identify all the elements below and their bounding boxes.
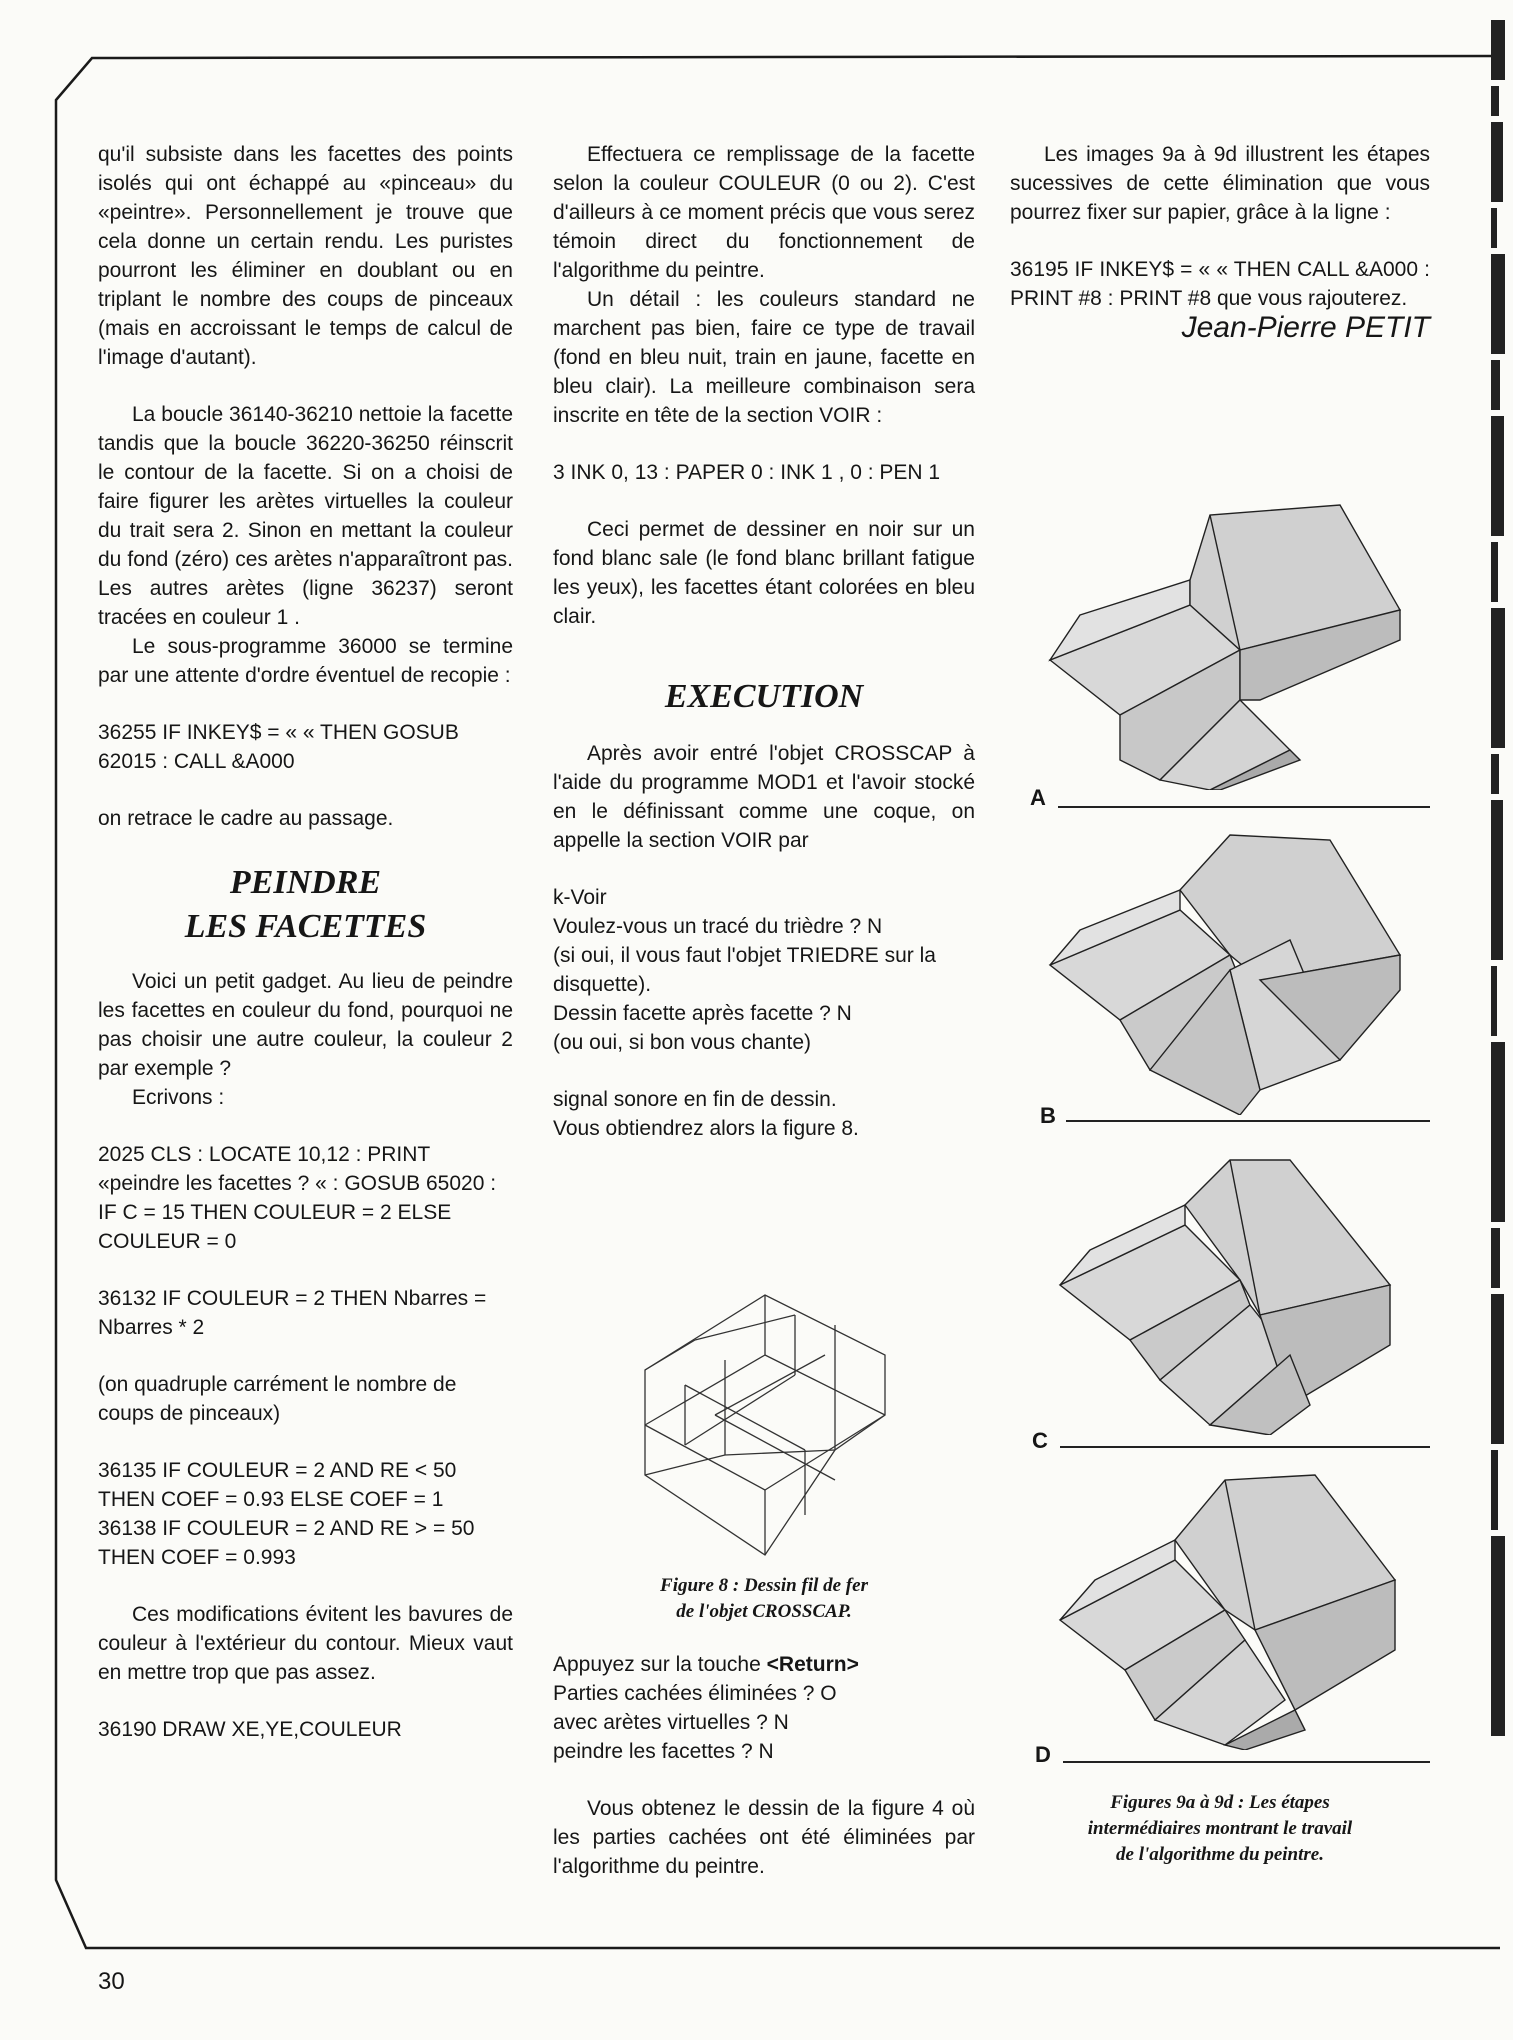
figure-label-d: D	[1035, 1742, 1051, 1767]
scan-edge-strip	[1491, 0, 1513, 2040]
figure-9a	[1040, 500, 1420, 790]
page-number: 30	[98, 1968, 125, 1995]
column-2-lower	[553, 1650, 975, 1881]
code-line: 3 INK 0, 13 : PAPER 0 : INK 1 , 0 : PEN 1	[553, 461, 941, 484]
figure-9d	[1055, 1470, 1435, 1750]
figure-9-caption: Figures 9a à 9d : Les étapes intermédiaires montrant le travail de l'algorithme du peintre.	[1087, 1792, 1353, 1865]
figure-label-a: A	[1030, 785, 1046, 810]
section-heading-execution: EXECUTION	[664, 678, 864, 715]
paragraph: Après avoir entré l'objet CROSSCAP à l'aide du programme MOD1 et l'avoir stocké en le définissant comme une coque, on appelle la section VOIR par	[553, 742, 975, 852]
column-3	[1010, 140, 1430, 342]
dialog-line: Vous obtiendrez alors la figure 8.	[553, 1117, 859, 1140]
paragraph: Ecrivons :	[132, 1086, 225, 1109]
figure-9b	[1040, 830, 1420, 1115]
paragraph: La boucle 36140-36210 nettoie la facette tandis que la boucle 36220-36250 réinscrit le contour de la facette. Si on a choisi de faire figurer les arètes virtuelles la couleur du trait sera 2. Sinon en mettant la couleur du fond (zéro) ces arètes n'apparaîtront pas. Les autres arètes (ligne 36237) seront tracées en couleur 1 .	[98, 403, 513, 629]
column-1	[98, 140, 513, 1744]
dialog-line: Appuyez sur la touche <Return>	[553, 1653, 859, 1676]
label-underline	[1058, 806, 1430, 808]
dialog-line: (ou oui, si bon vous chante)	[553, 1031, 811, 1054]
code-line: 2025 CLS : LOCATE 10,12 : PRINT «peindre les facettes ? « : GOSUB 65020 : IF C = 15 THEN COULEUR = 2 ELSE COULEUR = 0	[98, 1143, 497, 1253]
code-line: 36138 IF COULEUR = 2 AND RE > = 50 THEN COEF = 0.993	[98, 1517, 475, 1569]
dialog-line: signal sonore en fin de dessin.	[553, 1088, 837, 1111]
paragraph: qu'il subsiste dans les facettes des points isolés qui ont échappé au «pinceau» du «peintre». Personnellement je trouve que cela donne un certain rendu. Les puristes pourront les éliminer en doublant ou en triplant le nombre des coups de pinceaux (mais en accroissant le temps de calcul de l'image d'autant).	[98, 143, 513, 369]
column-2	[553, 140, 975, 1143]
code-line: 36135 IF COULEUR = 2 AND RE < 50 THEN COEF = 0.93 ELSE COEF = 1	[98, 1459, 457, 1511]
label-underline	[1066, 1120, 1430, 1122]
paragraph: Ces modifications évitent les bavures de couleur à l'extérieur du contour. Mieux vaut en mettre trop que pas assez.	[98, 1603, 513, 1684]
paragraph: Ceci permet de dessiner en noir sur un fond blanc sale (le fond blanc brillant fatigue les yeux), les facettes étant colorées en bleu clair.	[553, 518, 975, 628]
dialog-line: Dessin facette après facette ? N	[553, 1002, 852, 1025]
label-underline	[1060, 1446, 1430, 1448]
figure-label-c: C	[1032, 1428, 1048, 1453]
figure-9c	[1050, 1155, 1430, 1435]
label-underline	[1063, 1761, 1430, 1763]
code-line: 36132 IF COULEUR = 2 THEN Nbarres = Nbarres * 2	[98, 1287, 487, 1339]
dialog-line: (si oui, il vous faut l'objet TRIEDRE sur la disquette).	[553, 944, 936, 996]
dialog-line: Parties cachées éliminées ? O	[553, 1682, 837, 1705]
paragraph: Un détail : les couleurs standard ne marchent pas bien, faire ce type de travail (fond en bleu nuit, train en jaune, facette en bleu clair). La meilleure combinaison sera inscrite en tête de la section VOIR :	[553, 288, 975, 427]
code-line: 36190 DRAW XE,YE,COULEUR	[98, 1718, 402, 1741]
paragraph: (on quadruple carrément le nombre de coups de pinceaux)	[98, 1373, 457, 1425]
code-line: 36255 IF INKEY$ = « « THEN GOSUB 62015 : CALL &A000	[98, 721, 459, 773]
author-name: Jean-Pierre PETIT	[1181, 311, 1430, 344]
dialog-line: k-Voir	[553, 886, 607, 909]
paragraph: Vous obtenez le dessin de la figure 4 où les parties cachées ont été éliminées par l'algorithme du peintre.	[553, 1797, 975, 1878]
section-heading-peindre: PEINDRE LES FACETTES	[184, 864, 427, 945]
code-line: 36195 IF INKEY$ = « « THEN CALL &A000 : PRINT #8 : PRINT #8 que vous rajouterez.	[1010, 258, 1430, 310]
dialog-line: avec arètes virtuelles ? N	[553, 1711, 789, 1734]
paragraph: Voici un petit gadget. Au lieu de peindre les facettes en couleur du fond, pourquoi ne pas choisir une autre couleur, la couleur 2 par exemple ?	[98, 970, 513, 1080]
dialog-line: peindre les facettes ? N	[553, 1740, 774, 1763]
paragraph: Les images 9a à 9d illustrent les étapes sucessives de cette élimination que vous pourrez fixer sur papier, grâce à la ligne :	[1010, 143, 1430, 224]
figure-8-wireframe	[585, 1275, 945, 1565]
paragraph: Le sous-programme 36000 se termine par une attente d'ordre éventuel de recopie :	[98, 635, 513, 687]
paragraph: on retrace le cadre au passage.	[98, 807, 394, 830]
figure-8-caption: Figure 8 : Dessin fil de fer de l'objet CROSSCAP.	[660, 1575, 868, 1622]
paragraph: Effectuera ce remplissage de la facette selon la couleur COULEUR (0 ou 2). C'est d'ailleurs à ce moment précis que vous serez témoin direct du fonctionnement de l'algorithme du peintre.	[553, 143, 975, 282]
figure-label-b: B	[1040, 1103, 1056, 1128]
dialog-line: Voulez-vous un tracé du trièdre ? N	[553, 915, 883, 938]
